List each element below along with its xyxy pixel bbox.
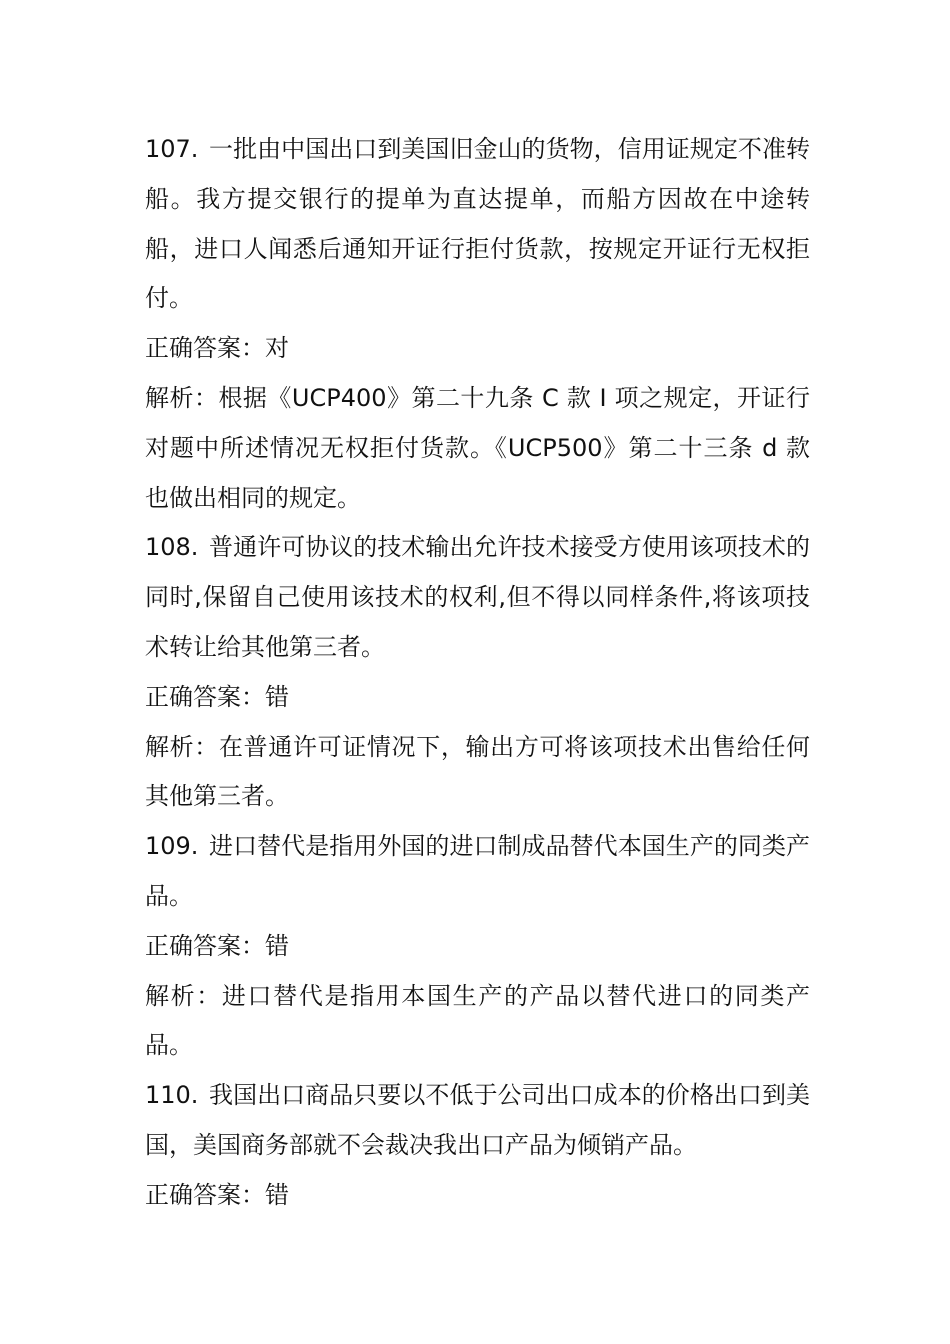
question-108 — [145, 523, 810, 822]
question-text — [145, 1071, 810, 1171]
question-text — [145, 822, 810, 922]
analysis-text: 根据《UCP400》第二十九条 C 款 I 项之规定，开证行对题中所述情况无权拒付货款。《UCP500》第二十三条 d 款也做出相同的规定。 — [145, 383, 810, 512]
question-number: 107. — [145, 135, 199, 163]
answer-label: 正确答案： — [145, 682, 265, 711]
analysis-line — [145, 972, 810, 1072]
answer-label: 正确答案： — [145, 334, 265, 363]
answer-value: 对 — [265, 334, 289, 363]
question-number: 109. — [145, 832, 199, 861]
answer-value: 错 — [265, 1180, 289, 1209]
question-107 — [145, 125, 810, 523]
question-110 — [145, 1071, 810, 1220]
analysis-text: 进口替代是指用本国生产的产品以替代进口的同类产品。 — [145, 981, 811, 1060]
question-109 — [145, 822, 810, 1071]
answer-line — [145, 922, 810, 972]
analysis-line — [145, 374, 810, 523]
answer-value: 错 — [265, 931, 289, 960]
question-body: 一批由中国出口到美国旧金山的货物，信用证规定不准转船。我方提交银行的提单为直达提单，而船方因故在中途转船，进口人闻悉后通知开证行拒付货款，按规定开证行无权拒付。 — [145, 135, 810, 313]
question-body: 进口替代是指用外国的进口制成品替代本国生产的同类产品。 — [145, 832, 810, 910]
answer-line — [145, 1171, 810, 1221]
analysis-line — [145, 723, 810, 823]
question-number: 110. — [145, 1081, 199, 1110]
question-number: 108. — [145, 533, 199, 562]
document-page — [145, 125, 810, 1221]
answer-label: 正确答案： — [145, 931, 265, 960]
question-text — [145, 125, 810, 324]
question-body: 我国出口商品只要以不低于公司出口成本的价格出口到美国，美国商务部就不会裁决我出口产品为倾销产品。 — [145, 1081, 810, 1159]
analysis-label: 解析： — [145, 732, 219, 761]
answer-line — [145, 324, 810, 374]
analysis-label: 解析： — [145, 981, 222, 1010]
answer-label: 正确答案： — [145, 1180, 265, 1209]
answer-value: 错 — [265, 682, 289, 711]
answer-line — [145, 673, 810, 723]
question-body: 普通许可协议的技术输出允许技术接受方使用该项技术的同时,保留自己使用该技术的权利,但不得以同样条件,将该项技术转让给其他第三者。 — [145, 533, 810, 661]
analysis-label: 解析： — [145, 383, 219, 412]
analysis-text: 在普通许可证情况下，输出方可将该项技术出售给任何其他第三者。 — [145, 732, 811, 811]
question-text — [145, 523, 810, 672]
